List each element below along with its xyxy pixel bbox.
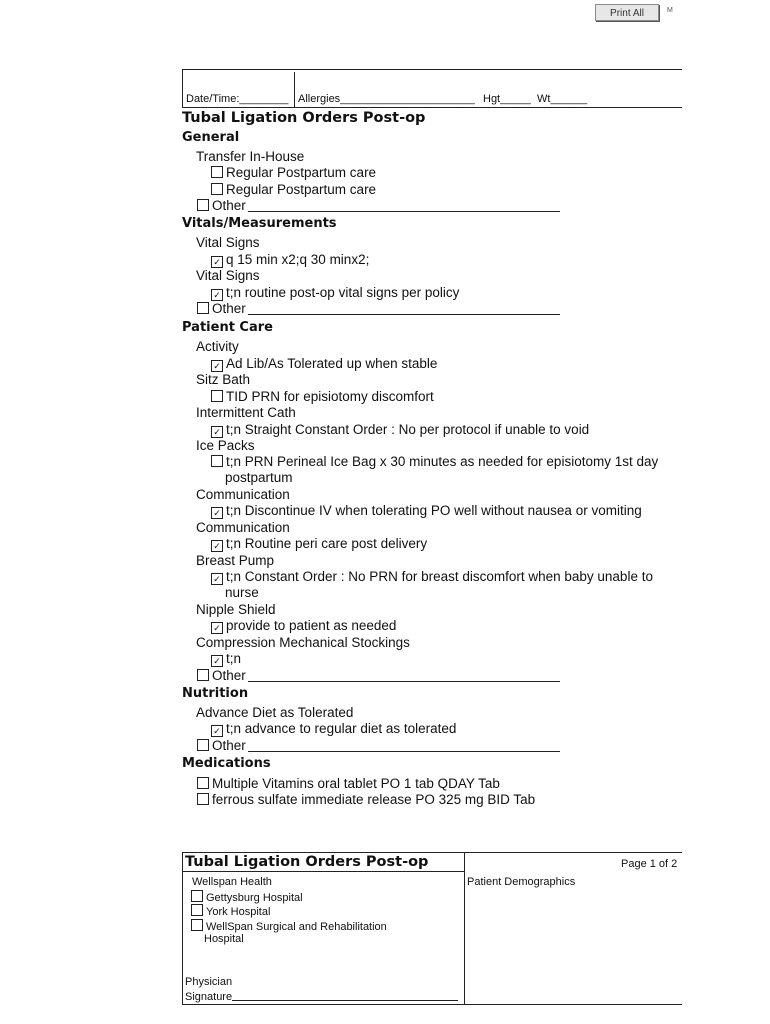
option-label: t;n Straight Constant Order : No per protocol if unable to void <box>226 422 590 437</box>
order-option[interactable] <box>211 356 437 372</box>
option-label: q 15 min x2;q 30 minx2; <box>226 252 370 267</box>
order-option[interactable] <box>211 389 434 404</box>
hospital-label: WellSpan Surgical and Rehabilitation <box>206 921 387 933</box>
other-input-line[interactable] <box>248 739 560 752</box>
height-field[interactable]: Hgt_____ <box>483 93 531 105</box>
allergies-field[interactable]: Allergies______________________ <box>298 93 475 105</box>
option-label: t;n Constant Order : No PRN for breast discomfort when baby unable to <box>226 569 653 584</box>
physician-label: Physician <box>185 976 233 988</box>
footer-title-rule <box>182 871 464 872</box>
order-option[interactable] <box>211 454 658 469</box>
option-label: provide to patient as needed <box>226 618 397 633</box>
checkbox-checked[interactable]: ✓ <box>211 540 223 552</box>
order-option[interactable] <box>211 182 376 197</box>
hospital-label: Gettysburg Hospital <box>206 892 303 904</box>
option-label: Regular Postpartum care <box>226 182 377 197</box>
checkbox-unchecked[interactable] <box>197 739 209 751</box>
signature-field[interactable] <box>185 990 458 1003</box>
hospital-option[interactable] <box>191 904 270 918</box>
group-label: Transfer In-House <box>196 149 305 164</box>
checkbox-unchecked[interactable] <box>211 390 223 402</box>
checkbox-unchecked[interactable] <box>197 669 209 681</box>
checkbox-unchecked[interactable] <box>211 183 223 195</box>
hospital-label-continued: Hospital <box>204 933 244 945</box>
signature-line[interactable] <box>232 990 458 1001</box>
other-label: Other <box>212 301 246 316</box>
option-label: t;n advance to regular diet as tolerated <box>226 721 457 736</box>
checkbox-checked[interactable]: ✓ <box>211 622 223 634</box>
order-option[interactable] <box>197 776 500 791</box>
option-label: Ad Lib/As Tolerated up when stable <box>226 356 438 371</box>
option-label-continued: postpartum <box>225 470 293 485</box>
group-label: Vital Signs <box>196 235 260 250</box>
checkbox-checked[interactable]: ✓ <box>211 289 223 301</box>
checkbox-unchecked[interactable] <box>197 777 209 789</box>
group-label: Breast Pump <box>196 553 275 568</box>
page-title: Tubal Ligation Orders Post-op <box>182 110 426 126</box>
other-option[interactable] <box>197 198 560 213</box>
order-option[interactable] <box>211 618 396 634</box>
hospital-option[interactable] <box>191 890 303 904</box>
checkbox-unchecked[interactable] <box>211 455 223 467</box>
order-option[interactable] <box>211 252 369 268</box>
group-label: Sitz Bath <box>196 372 251 387</box>
section-patient-care: Patient Care <box>182 320 273 335</box>
checkbox-unchecked[interactable] <box>197 302 209 314</box>
order-option[interactable] <box>211 165 376 180</box>
group-label: Vital Signs <box>196 268 260 283</box>
group-label: Compression Mechanical Stockings <box>196 635 410 650</box>
option-label: Multiple Vitamins oral tablet PO 1 tab QDAY Tab <box>212 776 500 791</box>
group-label: Advance Diet as Tolerated <box>196 705 354 720</box>
option-label: ferrous sulfate immediate release PO 325 mg BID Tab <box>212 792 536 807</box>
order-option[interactable] <box>211 503 642 519</box>
section-medications: Medications <box>182 756 271 771</box>
checkbox-checked[interactable]: ✓ <box>211 256 223 268</box>
checkbox-checked[interactable]: ✓ <box>211 360 223 372</box>
organization-name: Wellspan Health <box>192 876 272 888</box>
other-label: Other <box>212 738 246 753</box>
section-general: General <box>182 130 240 145</box>
toolbar-mark: M <box>667 7 673 14</box>
option-label-continued: nurse <box>225 585 259 600</box>
signature-label: Signature <box>185 991 233 1003</box>
other-input-line[interactable] <box>248 302 560 315</box>
option-label: Regular Postpartum care <box>226 165 377 180</box>
order-option[interactable] <box>197 792 535 807</box>
option-label: t;n Routine peri care post delivery <box>226 536 428 551</box>
checkbox-checked[interactable]: ✓ <box>211 507 223 519</box>
other-option[interactable] <box>197 668 560 683</box>
datetime-field[interactable]: Date/Time:________ <box>186 93 289 105</box>
section-nutrition: Nutrition <box>182 686 249 701</box>
checkbox-checked[interactable]: ✓ <box>211 655 223 667</box>
checkbox-unchecked[interactable] <box>211 166 223 178</box>
checkbox-checked[interactable]: ✓ <box>211 573 223 585</box>
group-label: Intermittent Cath <box>196 405 296 420</box>
group-label: Communication <box>196 487 290 502</box>
order-option[interactable] <box>211 721 456 737</box>
order-option[interactable] <box>211 569 653 585</box>
section-vitals: Vitals/Measurements <box>182 216 337 231</box>
checkbox-unchecked[interactable] <box>191 919 203 931</box>
order-option[interactable] <box>211 285 459 301</box>
option-label: TID PRN for episiotomy discomfort <box>226 389 434 404</box>
checkbox-unchecked[interactable] <box>197 199 209 211</box>
group-label: Communication <box>196 520 290 535</box>
hospital-label: York Hospital <box>206 906 271 918</box>
patient-demographics-label: Patient Demographics <box>467 876 576 888</box>
other-option[interactable] <box>197 301 560 316</box>
print-all-button[interactable]: Print All <box>595 4 659 21</box>
other-input-line[interactable] <box>248 199 560 212</box>
option-label: t;n routine post-op vital signs per policy <box>226 285 460 300</box>
checkbox-unchecked[interactable] <box>197 793 209 805</box>
option-label: t;n PRN Perineal Ice Bag x 30 minutes as needed for episiotomy 1st day <box>226 454 659 469</box>
option-label: t;n Discontinue IV when tolerating PO well without nausea or vomiting <box>226 503 642 518</box>
other-input-line[interactable] <box>248 669 560 682</box>
checkbox-checked[interactable]: ✓ <box>211 725 223 737</box>
other-label: Other <box>212 198 246 213</box>
option-label: t;n <box>226 651 242 666</box>
order-option[interactable] <box>211 651 241 667</box>
checkbox-unchecked[interactable] <box>191 904 203 916</box>
page-number: Page 1 of 2 <box>621 858 678 870</box>
hospital-option[interactable] <box>191 919 387 933</box>
group-label: Nipple Shield <box>196 602 276 617</box>
footer-title: Tubal Ligation Orders Post-op <box>185 854 429 870</box>
footer-divider <box>464 852 465 1005</box>
order-option[interactable] <box>211 536 427 552</box>
header-divider <box>294 72 295 108</box>
checkbox-checked[interactable]: ✓ <box>211 426 223 438</box>
weight-field[interactable]: Wt______ <box>537 93 588 105</box>
other-option[interactable] <box>197 738 560 753</box>
order-option[interactable] <box>211 422 589 438</box>
group-label: Activity <box>196 339 239 354</box>
other-label: Other <box>212 668 246 683</box>
checkbox-unchecked[interactable] <box>191 890 203 902</box>
group-label: Ice Packs <box>196 438 255 453</box>
